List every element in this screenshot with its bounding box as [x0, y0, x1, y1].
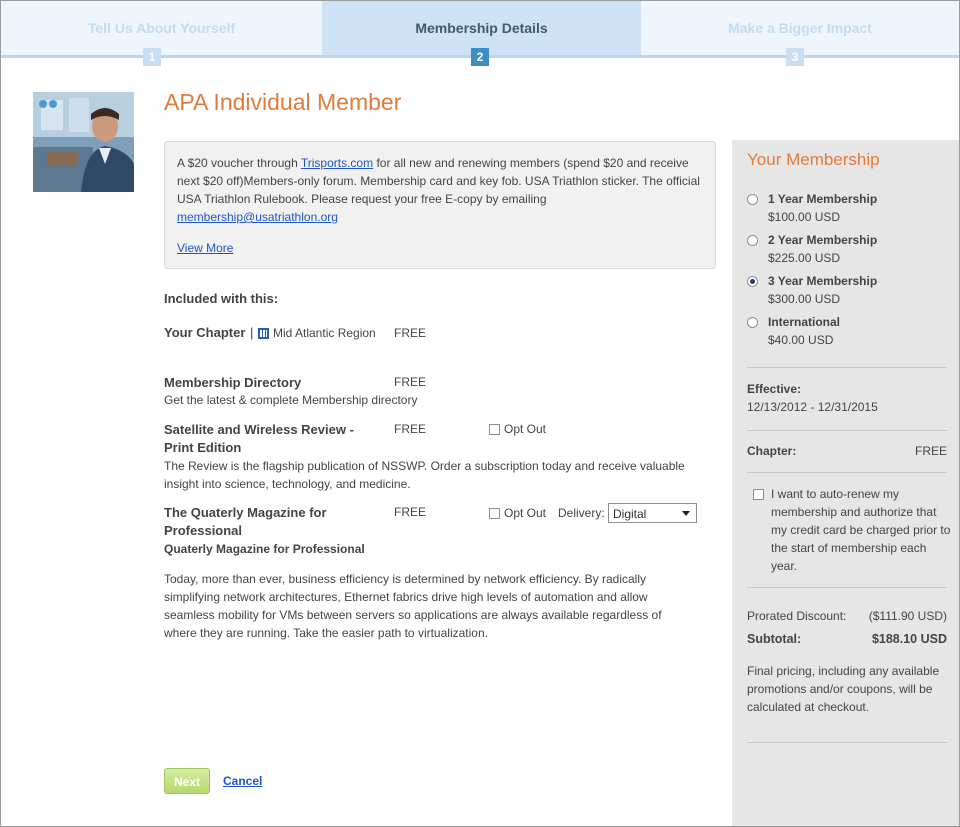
subtotal-label: Subtotal: [747, 632, 802, 646]
divider [747, 472, 947, 473]
opt-out-magazine[interactable] [489, 506, 546, 520]
radio-1-year[interactable] [747, 194, 758, 205]
delivery-label: Delivery: [558, 506, 605, 520]
chapter-separator: | [250, 325, 254, 340]
membership-summary-panel [732, 140, 959, 827]
item-price-review: FREE [394, 422, 427, 436]
item-subtitle-magazine: Quaterly Magazine for Professional [164, 542, 365, 556]
divider [747, 587, 947, 588]
option-label: International [768, 315, 841, 329]
member-photo [33, 92, 134, 192]
item-title-review: Satellite and Wireless Review - Print Edition [164, 422, 354, 455]
chapter-name: Mid Atlantic Region [273, 326, 376, 340]
chevron-down-icon [682, 511, 690, 516]
item-subtitle-directory: Get the latest & complete Membership directory [164, 393, 418, 407]
radio-3-year[interactable] [747, 276, 758, 287]
divider [747, 367, 947, 368]
opt-out-label: Opt Out [504, 422, 547, 436]
subtotal-value: $188.10 USD [871, 632, 947, 646]
prorated-value: ($111.90 USD) [868, 609, 947, 623]
option-price: $40.00 USD [768, 333, 834, 347]
item-price-directory: FREE [394, 375, 427, 389]
item-title-directory: Membership Directory [164, 375, 302, 390]
divider [747, 430, 947, 431]
email-link[interactable]: membership@usatriathlon.org [177, 210, 338, 224]
opt-out-checkbox-review[interactable] [489, 424, 500, 435]
opt-out-checkbox-magazine[interactable] [489, 508, 500, 519]
final-pricing-note: Final pricing, including any available promotions and/or coupons, will be calculated at checkout. [747, 664, 940, 714]
option-label: 3 Year Membership [768, 274, 878, 288]
radio-2-year[interactable] [747, 235, 758, 246]
auto-renew-label: I want to auto-renew my membership and authorize that my credit card be charged prior to the start of membership each year. [771, 487, 951, 573]
chapter-price: FREE [394, 326, 427, 340]
prorated-label: Prorated Discount: [747, 609, 847, 623]
description-body: for all new and renewing members (spend $20 and receive next $20 off)Members-only forum. Membership card and key fob. USA Triathlon sticker. The official USA Triathlon Rulebook. Please request your free E-copy by emailing [177, 156, 700, 206]
chapter-value: FREE [914, 444, 947, 458]
option-label: 1 Year Membership [768, 192, 878, 206]
item-title-magazine: The Quaterly Magazine for Professional [164, 505, 327, 538]
chapter-title: Your Chapter [164, 325, 246, 340]
radio-international[interactable] [747, 317, 758, 328]
delivery-selected-value: Digital [613, 507, 647, 521]
option-price: $225.00 USD [768, 251, 841, 265]
option-label: 2 Year Membership [768, 233, 878, 247]
step-tell-us[interactable] [1, 1, 322, 58]
next-button[interactable]: Next [164, 768, 210, 794]
step-label: Tell Us About Yourself [87, 20, 236, 36]
effective-dates: 12/13/2012 - 12/31/2015 [747, 400, 878, 414]
effective-label: Effective: [747, 382, 802, 396]
info-paragraph: Today, more than ever, business efficiency is determined by network efficiency. By radically simplifying network architectures, Ethernet fabrics drive high levels of automation and allow seamless mobility for VMs between servers so applications are always available regardless of where they are running. Take the easier path to virtualization. [164, 572, 662, 640]
opt-out-label: Opt Out [504, 506, 547, 520]
step-label: Make a Bigger Impact [728, 20, 872, 36]
view-more-link[interactable]: View More [177, 241, 234, 255]
trisports-link[interactable]: Trisports.com [300, 156, 374, 170]
option-price: $300.00 USD [768, 292, 841, 306]
cancel-link[interactable]: Cancel [223, 774, 263, 788]
description-intro: A $20 voucher through [177, 156, 301, 170]
divider [747, 742, 947, 743]
step-label: Membership Details [415, 20, 548, 36]
member-photo-image [33, 92, 134, 192]
opt-out-review[interactable] [489, 422, 546, 436]
progress-steps [1, 1, 959, 64]
chapter-label: Chapter: [747, 444, 797, 458]
item-subtitle-review: The Review is the flagship publication of NSSWP. Order a subscription today and receive valuable insight into science, technology, and medicine. [164, 459, 685, 491]
panel-title: Your Membership [747, 150, 880, 169]
step-number-1: 1 [143, 48, 161, 66]
option-price: $100.00 USD [768, 210, 841, 224]
item-price-magazine: FREE [394, 505, 427, 519]
step-number-2: 2 [471, 48, 489, 66]
delivery-select[interactable] [608, 503, 697, 523]
region-icon [258, 328, 269, 339]
membership-description [164, 141, 716, 269]
step-number-3: 3 [786, 48, 804, 66]
included-heading: Included with this: [164, 291, 279, 306]
page-title: APA Individual Member [164, 89, 402, 115]
auto-renew-checkbox[interactable] [753, 489, 764, 500]
